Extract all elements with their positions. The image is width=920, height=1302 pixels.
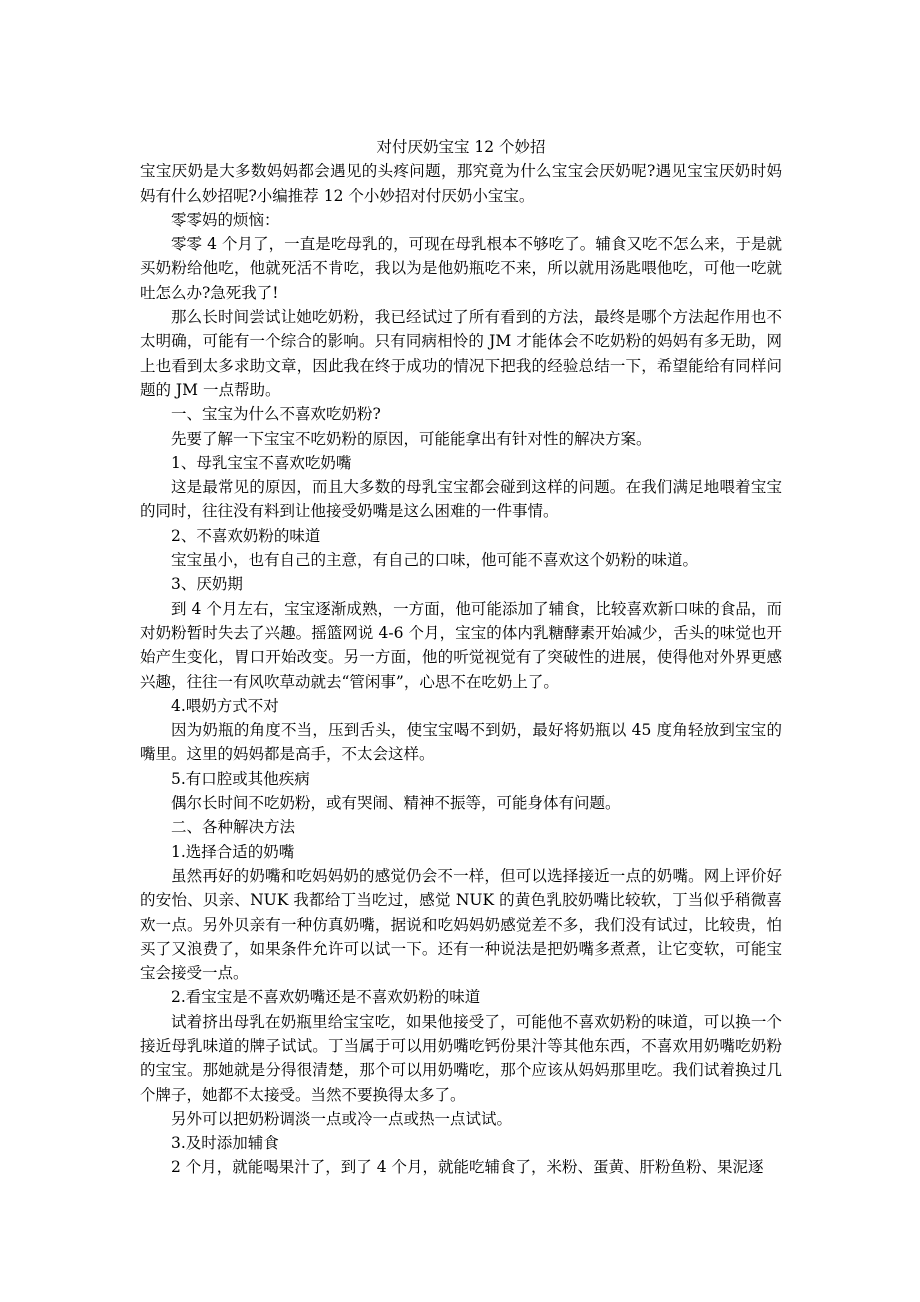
paragraph: 二、各种解决方法 [171,818,296,837]
paragraph: 零零 4 个月了，一直是吃母乳的，可现在母乳根本不够吃了。辅食又吃不怎么来，于是就买奶粉给他吃，他就死活不肯吃，我以为是他奶瓶吃不来，所以就用汤匙喂他吃，可他一吃就吐怎么办?急死我了! [140,235,782,302]
paragraph: 1.选择合适的奶嘴 [171,842,295,861]
paragraph: 先要了解一下宝宝不吃奶粉的原因，可能能拿出有针对性的解决方案。 [171,429,652,448]
paragraph: 那么长时间尝试让她吃奶粉，我已经试过了所有看到的方法，最终是哪个方法起作用也不太明确，可能有一个综合的影响。只有同病相怜的 JM 才能体会不吃奶粉的妈妈有多无助，网上也看到太多求助文章，因此我在终于成功的情况下把我的经验总结一下，希望能给有同样问题的 JM 一点帮助。 [140,308,782,399]
paragraph: 2、不喜欢奶粉的味道 [171,526,321,545]
paragraph-list [140,159,782,1179]
document-body [140,135,782,1180]
document-title: 对付厌奶宝宝 12 个妙招 [376,138,546,156]
paragraph: 2.看宝宝是不喜欢奶嘴还是不喜欢奶粉的味道 [171,988,481,1007]
paragraph: 5.有口腔或其他疾病 [171,769,310,788]
paragraph: 3.及时添加辅食 [171,1134,279,1153]
paragraph: 4.喂奶方式不对 [171,696,279,715]
paragraph: 1、母乳宝宝不喜欢吃奶嘴 [171,453,352,472]
paragraph: 一、宝宝为什么不喜欢吃奶粉? [171,405,381,424]
paragraph: 试着挤出母乳在奶瓶里给宝宝吃，如果他接受了，可能他不喜欢奶粉的味道，可以换一个接近母乳味道的牌子试试。丁当属于可以用奶嘴吃钙份果汁等其他东西，不喜欢用奶嘴吃奶粉的宝宝。那她就是分得很清楚，那个可以用奶嘴吃，那个应该从妈妈那里吃。我们试着换过几个牌子，她都不太接受。当然不要换得太多了。 [140,1012,782,1104]
paragraph: 另外可以把奶粉调淡一点或冷一点或热一点试试。 [171,1109,513,1128]
paragraph: 这是最常见的原因，而且大多数的母乳宝宝都会碰到这样的问题。在我们满足地喂着宝宝的同时，往往没有料到让他接受奶嘴是这么困难的一件事情。 [140,478,782,521]
paragraph: 偶尔长时间不吃奶粉，或有哭闹、精神不振等，可能身体有问题。 [171,794,621,813]
paragraph: 3、厌奶期 [171,575,243,594]
paragraph: 因为奶瓶的角度不当，压到舌头，使宝宝喝不到奶，最好将奶瓶以 45 度角轻放到宝宝的嘴里。这里的妈妈都是高手，不太会这样。 [140,721,782,764]
paragraph: 宝宝虽小，也有自己的主意，有自己的口味，他可能不喜欢这个奶粉的味道。 [171,551,699,570]
paragraph: 到 4 个月左右，宝宝逐渐成熟，一方面，他可能添加了辅食，比较喜欢新口味的食品，而对奶粉暂时失去了兴趣。摇篮网说 4-6 个月，宝宝的体内乳糖酵素开始减少，舌头的味觉也开始产生变化，胃口开始改变。另一方面，他的听觉视觉有了突破性的进展，使得他对外界更感兴趣，往往一有风吹草动就去“管闲事”，心思不在吃奶上了。 [140,599,782,691]
paragraph: 虽然再好的奶嘴和吃妈妈奶的感觉仍会不一样，但可以选择接近一点的奶嘴。网上评价好的安怡、贝亲、NUK 我都给丁当吃过，感觉 NUK 的黄色乳胶奶嘴比较软，丁当似乎稍微喜欢一点。另外贝亲有一种仿真奶嘴，据说和吃妈妈奶感觉差不多，我们没有试过，比较贵，怕买了又浪费了，如果条件允许可以试一下。还有一种说法是把奶嘴多煮煮，让它变软，可能宝宝会接受一点。 [140,866,782,983]
paragraph: 2 个月，就能喝果汁了，到了 4 个月，就能吃辅食了，米粉、蛋黄、肝粉鱼粉、果泥逐 [171,1158,764,1177]
paragraph: 宝宝厌奶是大多数妈妈都会遇见的头疼问题，那究竟为什么宝宝会厌奶呢?遇见宝宝厌奶时妈妈有什么妙招呢?小编推荐 12 个小妙招对付厌奶小宝宝。 [140,162,782,205]
paragraph: 零零妈的烦恼： [171,210,280,229]
